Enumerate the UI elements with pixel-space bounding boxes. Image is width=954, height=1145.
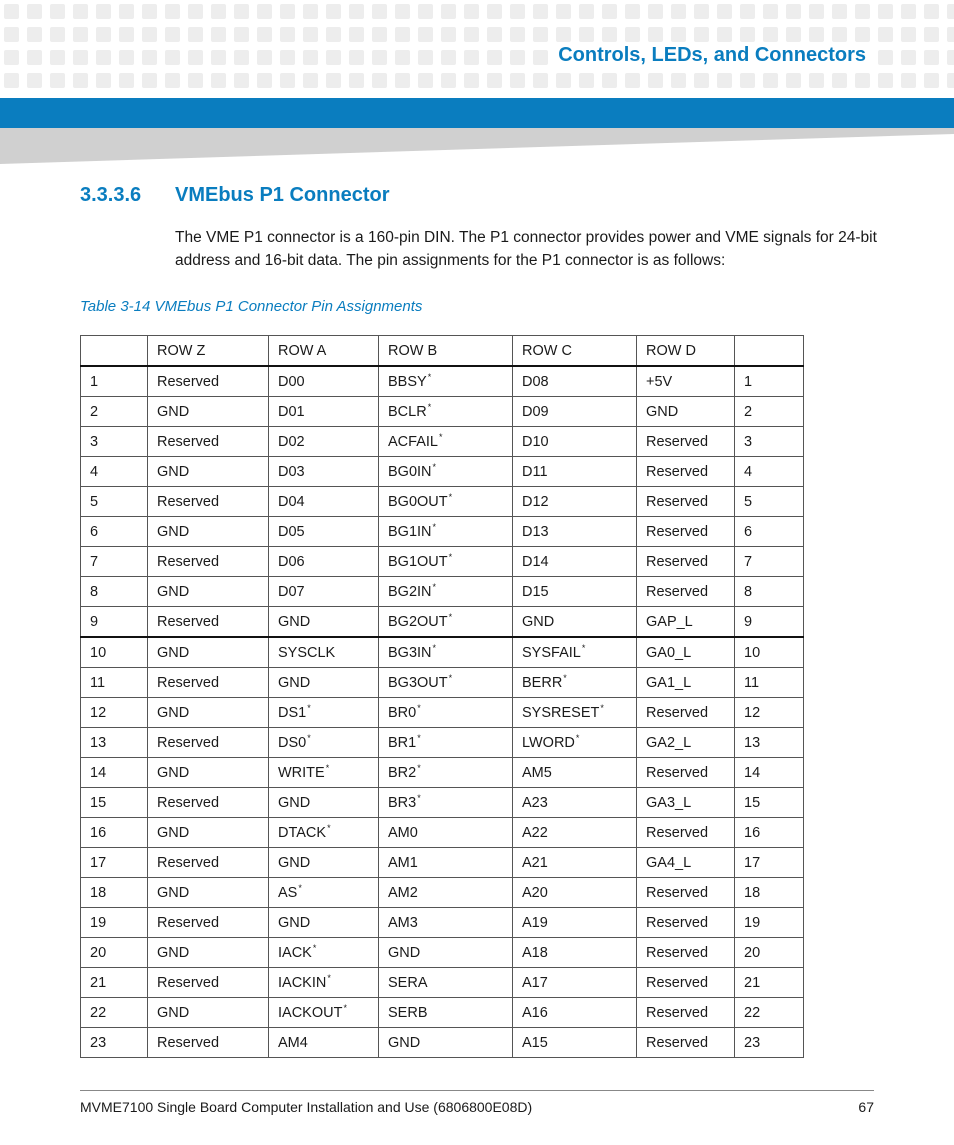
table-cell: 18 — [735, 878, 804, 908]
table-cell: 7 — [81, 547, 148, 577]
table-cell: Reserved — [637, 968, 735, 998]
table-cell: AS* — [269, 878, 379, 908]
table-cell: GND — [148, 878, 269, 908]
table-cell: 8 — [81, 577, 148, 607]
table-cell: D03 — [269, 457, 379, 487]
table-cell: Reserved — [148, 728, 269, 758]
table-cell: GND — [148, 397, 269, 427]
table-cell: SYSFAIL* — [513, 637, 637, 668]
table-cell: BG3OUT* — [379, 668, 513, 698]
table-row — [81, 998, 804, 1028]
table-header-row — [81, 336, 804, 367]
table-cell: GA2_L — [637, 728, 735, 758]
table-cell: 3 — [81, 427, 148, 457]
table-cell: +5V — [637, 366, 735, 397]
table-cell: GND — [148, 517, 269, 547]
table-cell: 21 — [81, 968, 148, 998]
table-cell: GND — [379, 1028, 513, 1058]
table-cell: D01 — [269, 397, 379, 427]
table-cell: BG1OUT* — [379, 547, 513, 577]
table-cell: Reserved — [148, 607, 269, 638]
table-cell: BERR* — [513, 668, 637, 698]
table-cell: 10 — [735, 637, 804, 668]
table-row — [81, 397, 804, 427]
table-cell: 15 — [735, 788, 804, 818]
table-cell: 10 — [81, 637, 148, 668]
table-cell: 6 — [81, 517, 148, 547]
table-cell: D08 — [513, 366, 637, 397]
table-cell: BCLR* — [379, 397, 513, 427]
pin-assignment-table — [80, 335, 804, 1058]
table-cell: GND — [269, 788, 379, 818]
table-cell: D05 — [269, 517, 379, 547]
table-cell: Reserved — [148, 366, 269, 397]
table-cell: A18 — [513, 938, 637, 968]
table-cell: 12 — [735, 698, 804, 728]
table-cell: 16 — [735, 818, 804, 848]
column-header: ROW C — [513, 336, 637, 367]
table-cell: GAP_L — [637, 607, 735, 638]
table-cell: GND — [148, 577, 269, 607]
table-cell: Reserved — [148, 668, 269, 698]
table-row — [81, 366, 804, 397]
table-row — [81, 878, 804, 908]
table-cell: 21 — [735, 968, 804, 998]
table-cell: Reserved — [637, 487, 735, 517]
table-cell: GA0_L — [637, 637, 735, 668]
table-row — [81, 728, 804, 758]
table-cell: Reserved — [637, 577, 735, 607]
body-paragraph: The VME P1 connector is a 160-pin DIN. The P1 connector provides power and VME signals for 24-bit address and 16-bit data. The pin assignments for the P1 connector is as follows: — [175, 229, 877, 269]
table-cell: 20 — [81, 938, 148, 968]
table-cell: BR0* — [379, 698, 513, 728]
table-cell: 14 — [735, 758, 804, 788]
table-cell: D11 — [513, 457, 637, 487]
table-row — [81, 427, 804, 457]
table-cell: SYSCLK — [269, 637, 379, 668]
table-cell: LWORD* — [513, 728, 637, 758]
section-heading — [80, 184, 389, 207]
table-cell: 17 — [735, 848, 804, 878]
table-cell: 13 — [735, 728, 804, 758]
table-cell: Reserved — [637, 998, 735, 1028]
table-cell: A23 — [513, 788, 637, 818]
table-row — [81, 668, 804, 698]
table-cell: Reserved — [637, 878, 735, 908]
table-cell: Reserved — [637, 457, 735, 487]
table-cell: Reserved — [148, 1028, 269, 1058]
table-row — [81, 698, 804, 728]
table-cell: GND — [148, 698, 269, 728]
table-cell: SERB — [379, 998, 513, 1028]
table-cell: Reserved — [148, 487, 269, 517]
table-row — [81, 788, 804, 818]
table-cell: A19 — [513, 908, 637, 938]
table-cell: 13 — [81, 728, 148, 758]
table-cell: Reserved — [637, 818, 735, 848]
table-cell: AM1 — [379, 848, 513, 878]
table-cell: Reserved — [637, 908, 735, 938]
table-cell: A22 — [513, 818, 637, 848]
table-cell: 19 — [735, 908, 804, 938]
table-cell: 5 — [735, 487, 804, 517]
table-cell: Reserved — [148, 848, 269, 878]
column-header — [735, 336, 804, 367]
table-cell: 15 — [81, 788, 148, 818]
table-cell: GND — [513, 607, 637, 638]
table-cell: A20 — [513, 878, 637, 908]
table-cell: AM4 — [269, 1028, 379, 1058]
table-row — [81, 547, 804, 577]
header-blue-band — [0, 98, 954, 128]
column-header: ROW D — [637, 336, 735, 367]
table-cell: WRITE* — [269, 758, 379, 788]
column-header: ROW B — [379, 336, 513, 367]
table-row — [81, 637, 804, 668]
table-cell: 23 — [81, 1028, 148, 1058]
table-row — [81, 487, 804, 517]
table-cell: GND — [269, 607, 379, 638]
table-cell: 9 — [81, 607, 148, 638]
section-title: VMEbus P1 Connector — [175, 184, 390, 206]
table-cell: 11 — [735, 668, 804, 698]
table-cell: 14 — [81, 758, 148, 788]
header-grey-wedge — [0, 128, 954, 164]
table-cell: 22 — [735, 998, 804, 1028]
table-cell: Reserved — [148, 788, 269, 818]
table-row — [81, 848, 804, 878]
chapter-title: Controls, LEDs, and Connectors — [548, 42, 872, 69]
table-cell: 12 — [81, 698, 148, 728]
table-cell: D14 — [513, 547, 637, 577]
page-number: 67 — [858, 1099, 874, 1115]
table-cell: SYSRESET* — [513, 698, 637, 728]
table-cell: GND — [148, 637, 269, 668]
table-cell: IACKOUT* — [269, 998, 379, 1028]
table-cell: D10 — [513, 427, 637, 457]
table-cell: 4 — [735, 457, 804, 487]
column-header — [81, 336, 148, 367]
table-cell: Reserved — [637, 758, 735, 788]
table-cell: D04 — [269, 487, 379, 517]
table-cell: A16 — [513, 998, 637, 1028]
table-cell: GND — [269, 908, 379, 938]
table-cell: 7 — [735, 547, 804, 577]
table-cell: 1 — [81, 366, 148, 397]
table-cell: BG0OUT* — [379, 487, 513, 517]
table-cell: 23 — [735, 1028, 804, 1058]
table-cell: 9 — [735, 607, 804, 638]
column-header: ROW Z — [148, 336, 269, 367]
table-cell: ACFAIL* — [379, 427, 513, 457]
table-row — [81, 908, 804, 938]
table-cell: BG0IN* — [379, 457, 513, 487]
table-row — [81, 758, 804, 788]
table-cell: D15 — [513, 577, 637, 607]
table-cell: 2 — [735, 397, 804, 427]
footer-rule — [80, 1090, 874, 1091]
table-cell: IACK* — [269, 938, 379, 968]
table-cell: GND — [269, 848, 379, 878]
table-cell: BG2IN* — [379, 577, 513, 607]
table-cell: 4 — [81, 457, 148, 487]
column-header: ROW A — [269, 336, 379, 367]
table-cell: D12 — [513, 487, 637, 517]
table-cell: GND — [148, 818, 269, 848]
table-cell: 2 — [81, 397, 148, 427]
table-cell: DS0* — [269, 728, 379, 758]
table-cell: D00 — [269, 366, 379, 397]
table-cell: Reserved — [637, 938, 735, 968]
table-cell: BG2OUT* — [379, 607, 513, 638]
table-cell: Reserved — [637, 427, 735, 457]
table-cell: D06 — [269, 547, 379, 577]
table-cell: BR3* — [379, 788, 513, 818]
footer-document-title: MVME7100 Single Board Computer Installation and Use (6806800E08D) — [80, 1099, 533, 1115]
table-cell: 19 — [81, 908, 148, 938]
table-cell: BBSY* — [379, 366, 513, 397]
section-number: 3.3.3.6 — [80, 184, 142, 206]
table-cell: 22 — [81, 998, 148, 1028]
table-cell: 18 — [81, 878, 148, 908]
table-row — [81, 968, 804, 998]
table-cell: A17 — [513, 968, 637, 998]
table-cell: Reserved — [148, 547, 269, 577]
table-cell: Reserved — [637, 698, 735, 728]
table-cell: GND — [637, 397, 735, 427]
table-cell: 8 — [735, 577, 804, 607]
table-cell: AM2 — [379, 878, 513, 908]
table-cell: GND — [148, 998, 269, 1028]
table-cell: 20 — [735, 938, 804, 968]
table-cell: AM0 — [379, 818, 513, 848]
table-cell: Reserved — [637, 517, 735, 547]
table-cell: 1 — [735, 366, 804, 397]
table-caption: Table 3-14 VMEbus P1 Connector Pin Assignments — [80, 298, 423, 315]
table-cell: DTACK* — [269, 818, 379, 848]
table-cell: 6 — [735, 517, 804, 547]
table-cell: 3 — [735, 427, 804, 457]
table-cell: SERA — [379, 968, 513, 998]
table-cell: Reserved — [148, 908, 269, 938]
table-cell: GND — [269, 668, 379, 698]
table-cell: 11 — [81, 668, 148, 698]
table-row — [81, 517, 804, 547]
table-row — [81, 818, 804, 848]
table-cell: BG3IN* — [379, 637, 513, 668]
table-row — [81, 938, 804, 968]
table-cell: AM5 — [513, 758, 637, 788]
table-cell: D07 — [269, 577, 379, 607]
table-cell: Reserved — [148, 427, 269, 457]
table-row — [81, 1028, 804, 1058]
table-cell: GA3_L — [637, 788, 735, 818]
table-cell: BR2* — [379, 758, 513, 788]
table-cell: A21 — [513, 848, 637, 878]
table-cell: GND — [379, 938, 513, 968]
table-cell: GND — [148, 758, 269, 788]
table-cell: A15 — [513, 1028, 637, 1058]
table-cell: D02 — [269, 427, 379, 457]
table-cell: Reserved — [637, 547, 735, 577]
table-row — [81, 457, 804, 487]
table-cell: GA1_L — [637, 668, 735, 698]
table-cell: D09 — [513, 397, 637, 427]
table-cell: D13 — [513, 517, 637, 547]
table-cell: IACKIN* — [269, 968, 379, 998]
table-row — [81, 577, 804, 607]
table-cell: GND — [148, 457, 269, 487]
table-cell: Reserved — [637, 1028, 735, 1058]
table-cell: BG1IN* — [379, 517, 513, 547]
table-cell: DS1* — [269, 698, 379, 728]
table-cell: GND — [148, 938, 269, 968]
table-cell: 5 — [81, 487, 148, 517]
table-cell: GA4_L — [637, 848, 735, 878]
table-cell: Reserved — [148, 968, 269, 998]
table-cell: 16 — [81, 818, 148, 848]
table-row — [81, 607, 804, 638]
table-cell: BR1* — [379, 728, 513, 758]
table-cell: AM3 — [379, 908, 513, 938]
table-cell: 17 — [81, 848, 148, 878]
